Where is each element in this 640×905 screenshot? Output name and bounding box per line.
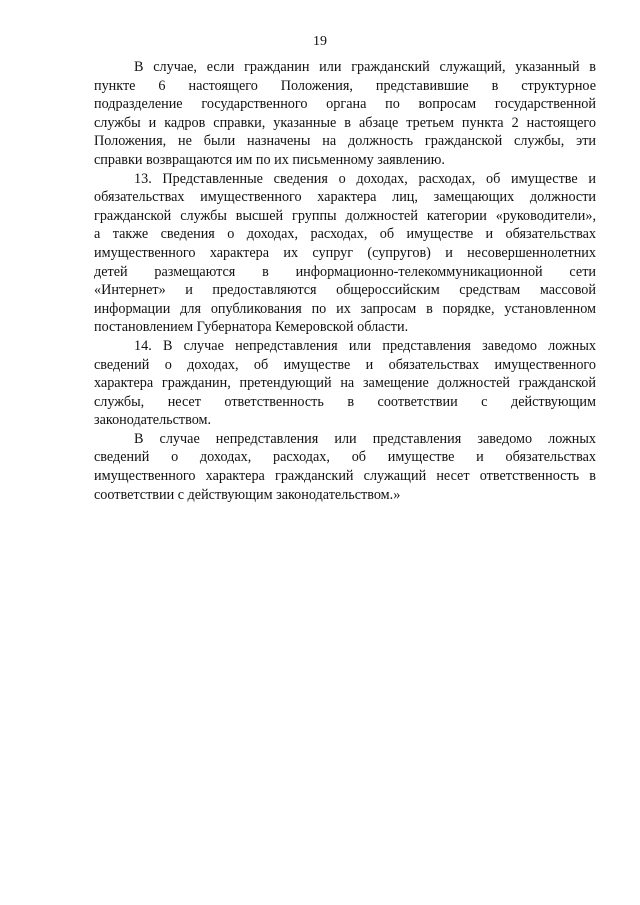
text-line: законодательством. xyxy=(94,412,212,429)
text-line: информации для опубликования по их запросам в порядке, установленном xyxy=(94,300,596,317)
text-line: гражданской службы высшей группы должностей категории «руководители», xyxy=(94,207,596,224)
text-line: справки возвращаются им по их письменному заявлению. xyxy=(94,151,445,168)
text-line: 13. Представленные сведения о доходах, расходах, об имуществе и xyxy=(134,170,596,187)
text-line: обязательствах имущественного характера лиц, замещающих должности xyxy=(94,189,596,206)
text-line: сведений о доходах, об имуществе и обязательствах имущественного xyxy=(94,356,596,373)
text-line: службы и кадров справки, указанные в абзаце третьем пункта 2 настоящего xyxy=(94,114,596,131)
text-line: Положения, не были назначены на должность гражданской службы, эти xyxy=(94,133,596,150)
text-line: детей размещаются в информационно-телекоммуникационной сети xyxy=(94,263,596,280)
document-body xyxy=(94,58,596,504)
paragraph-14 xyxy=(94,337,596,430)
text-line: имущественного характера их супруг (супругов) и несовершеннолетних xyxy=(94,244,596,261)
text-line: «Интернет» и предоставляются общероссийским средствам массовой xyxy=(94,282,596,299)
text-line: сведений о доходах, расходах, об имуществе и обязательствах xyxy=(94,449,596,466)
text-line: постановлением Губернатора Кемеровской области. xyxy=(94,319,409,336)
text-line: подразделение государственного органа по вопросам государственной xyxy=(94,96,596,113)
text-line: имущественного характера гражданский служащий несет ответственность в xyxy=(94,468,596,485)
paragraph-13 xyxy=(94,170,596,337)
paragraph-return-of-certificates xyxy=(94,58,596,170)
text-line: соответствии с действующим законодательством.» xyxy=(94,486,401,503)
text-line: службы, несет ответственность в соответствии с действующим xyxy=(94,393,596,410)
text-line: В случае непредставления или представления заведомо ложных xyxy=(134,430,596,447)
text-line: а также сведения о доходах, расходах, об имуществе и обязательствах xyxy=(94,226,596,243)
paragraph-civil-servant-liability xyxy=(94,430,596,504)
text-line: 14. В случае непредставления или представления заведомо ложных xyxy=(134,337,596,354)
page-number: 19 xyxy=(313,34,327,49)
text-line: характера гражданин, претендующий на замещение должностей гражданской xyxy=(94,375,596,392)
text-line: В случае, если гражданин или гражданский служащий, указанный в xyxy=(134,59,596,75)
text-line: пункте 6 настоящего Положения, представившие в структурное xyxy=(94,77,596,94)
